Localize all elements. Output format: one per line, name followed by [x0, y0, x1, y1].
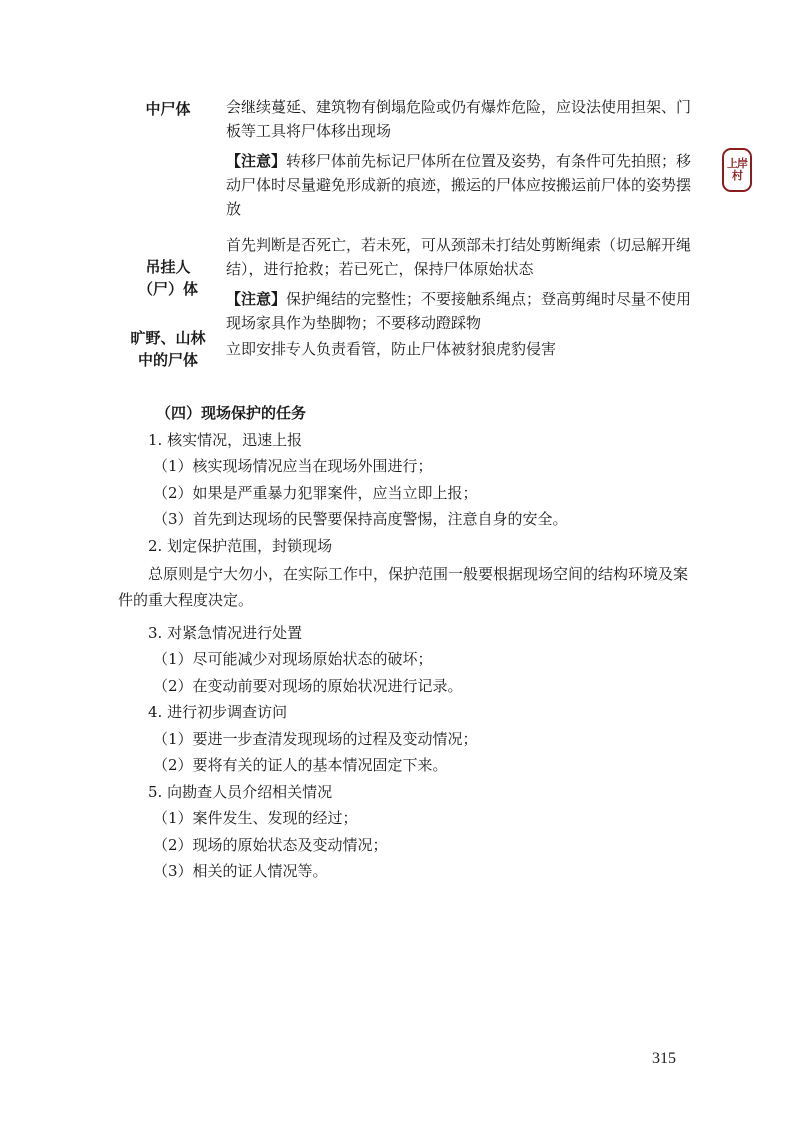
- row-note: [226, 287, 698, 335]
- row-label: [118, 95, 218, 233]
- row-label-line1: 吊挂人: [145, 258, 191, 276]
- sub-item: （3）相关的证人情况等。: [153, 862, 328, 880]
- sub-item: （1）尽可能减少对现场原始状态的破坏；: [153, 650, 433, 668]
- section-body: [118, 402, 693, 887]
- sub-item: （2）如果是严重暴力犯罪案件，应当立即上报；: [153, 483, 478, 502]
- row-content: [218, 95, 698, 233]
- row-label-text: 中尸体: [145, 100, 191, 118]
- table-row: [118, 95, 698, 233]
- sub-item: （1）核实现场情况应当在现场外围进行；: [153, 457, 433, 475]
- sub-item: （3）首先到达现场的民警要保持高度警惕，注意自身的安全。: [153, 510, 568, 528]
- row-label: [118, 327, 218, 371]
- sub-item: （1）案件发生、发现的经过；: [153, 809, 358, 827]
- paragraph: 总原则是宁大勿小，在实际工作中，保护范围一般要根据现场空间的结构环境及案件的重大程度决定。: [118, 565, 689, 609]
- note-tag: 【注意】: [226, 152, 287, 170]
- section-heading: （四）现场保护的任务: [156, 404, 307, 422]
- row-text: 立即安排专人负责看管，防止尸体被豺狼虎豹侵害: [226, 340, 557, 358]
- sub-item: （1）要进一步查清发现现场的过程及变动情况；: [153, 729, 478, 748]
- brand-seal-logo: [722, 148, 752, 192]
- row-note: [226, 149, 698, 221]
- item-title: 3. 对紧急情况进行处置: [148, 623, 303, 642]
- row-text: 会继续蔓延、建筑物有倒塌危险或仍有爆炸危险，应设法使用担架、门板等工具将尸体移出现场: [226, 98, 692, 140]
- sub-item: （2）在变动前要对现场的原始状况进行记录。: [153, 676, 463, 695]
- row-text: 首先判断是否死亡，若未死，可从颈部未打结处剪断绳索（切忌解开绳结），进行抢救；若已死亡，保持尸体原始状态: [226, 236, 692, 278]
- sub-item: （2）要将有关的证人的基本情况固定下来。: [153, 756, 448, 774]
- row-label-line1: 旷野、山林: [130, 329, 206, 347]
- page-number: 315: [652, 1050, 676, 1067]
- sub-item: （2）现场的原始状态及变动情况；: [153, 835, 388, 854]
- note-text: 保护绳结的完整性；不要接触系绳点；登高剪绳时尽量不使用现场家具作为垫脚物；不要移动蹬踩物: [226, 290, 692, 332]
- row-label-line2: （尸）体: [137, 280, 198, 298]
- note-tag: 【注意】: [226, 290, 287, 308]
- seal-text: 上岸村: [727, 157, 747, 182]
- note-text: 转移尸体前先标记尸体所在位置及姿势，有条件可先拍照；移动尸体时尽量避免形成新的痕迹，搬运的尸体应按搬运前尸体的姿势摆放: [226, 152, 692, 218]
- corpse-protection-table: [118, 95, 698, 375]
- row-label: [118, 233, 218, 323]
- item-title: 2. 划定保护范围，封锁现场: [148, 536, 333, 555]
- row-content: [218, 337, 698, 361]
- item-title: 5. 向勘查人员介绍相关情况: [148, 782, 333, 801]
- item-title: 4. 进行初步调查访问: [148, 703, 288, 721]
- item-title: 1. 核实情况，迅速上报: [148, 430, 303, 449]
- row-content: [218, 233, 698, 332]
- row-label-line2: 中的尸体: [137, 351, 198, 369]
- table-row: [118, 233, 698, 332]
